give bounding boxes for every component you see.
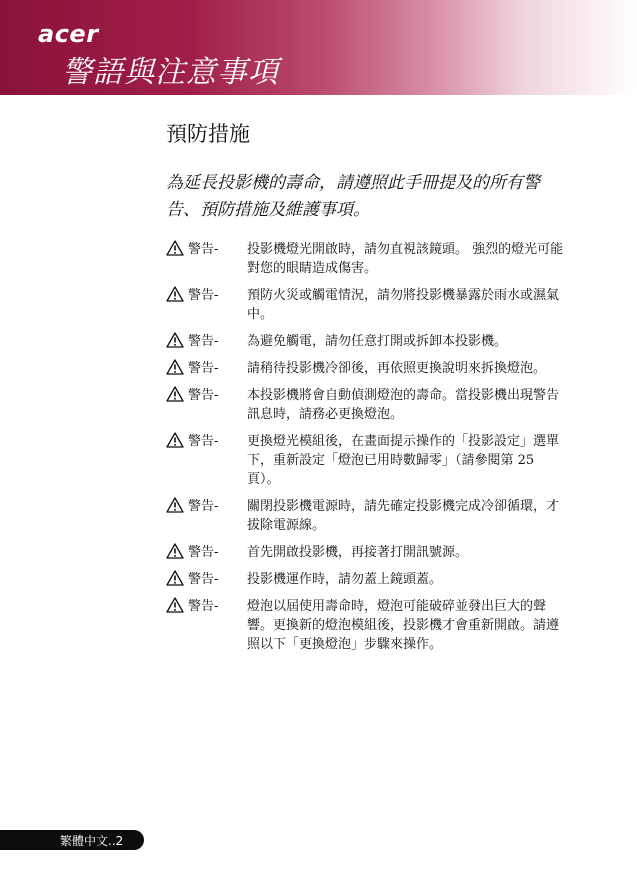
warning-item — [166, 386, 566, 424]
warning-item — [166, 332, 566, 351]
warning-label: 警告- — [188, 545, 219, 560]
warning-triangle-icon — [166, 332, 188, 349]
warning-triangle-icon — [166, 240, 188, 257]
warning-triangle-icon — [166, 543, 188, 560]
warning-label: 警告- — [188, 434, 219, 449]
warning-item — [166, 286, 566, 324]
warning-item — [166, 543, 566, 562]
warning-item — [166, 497, 566, 535]
page-title: 警語與注意事項 — [62, 55, 279, 90]
warning-triangle-icon — [166, 497, 188, 514]
warning-text: 投影機運作時，請勿蓋上鏡頭蓋。 — [247, 572, 443, 587]
warning-triangle-icon — [166, 386, 188, 403]
warning-text: 預防火災或觸電情況，請勿將投影機暴露於雨水或濕氣中。 — [247, 288, 560, 322]
warning-text: 燈泡以屆使用壽命時，燈泡可能破碎並發出巨大的聲響。更換新的燈泡模組後，投影機才會重新開啟。請遵照以下「更換燈泡」步驟來操作。 — [247, 599, 560, 652]
warning-label: 警告- — [188, 388, 219, 403]
warning-triangle-icon — [166, 359, 188, 376]
warning-triangle-icon — [166, 286, 188, 303]
warning-label: 警告- — [188, 334, 219, 349]
warning-label: 警告- — [188, 599, 219, 614]
warning-text: 請稍待投影機冷卻後，再依照更換說明來拆換燈泡。 — [247, 361, 547, 376]
warning-triangle-icon — [166, 597, 188, 614]
warning-label: 警告- — [188, 361, 219, 376]
header-band — [0, 0, 637, 95]
warning-list — [166, 240, 566, 662]
warning-label: 警告- — [188, 242, 219, 257]
brand-logo: acer — [38, 20, 99, 48]
warning-triangle-icon — [166, 570, 188, 587]
footer-page-tab — [0, 830, 144, 850]
warning-item — [166, 240, 566, 278]
warning-item — [166, 432, 566, 489]
warning-item — [166, 597, 566, 654]
warning-label: 警告- — [188, 572, 219, 587]
warning-item — [166, 359, 566, 378]
warning-text: 為避免觸電，請勿任意打開或拆卸本投影機。 — [247, 334, 508, 349]
warning-text: 關閉投影機電源時，請先確定投影機完成冷卻循環，才拔除電源線。 — [247, 499, 560, 533]
warning-item — [166, 570, 566, 589]
warning-text: 更換燈光模組後，在畫面提示操作的「投影設定」選單下，重新設定「燈泡已用時數歸零」（請參閱第 25 頁）。 — [247, 434, 560, 487]
warning-text: 投影機燈光開啟時，請勿直視該鏡頭。 強烈的燈光可能對您的眼睛造成傷害。 — [247, 242, 564, 276]
warning-text: 本投影機將會自動偵測燈泡的壽命。當投影機出現警告訊息時，請務必更換燈泡。 — [247, 388, 560, 422]
warning-text: 首先開啟投影機，再接著打開訊號源。 — [247, 545, 469, 560]
warning-triangle-icon — [166, 432, 188, 449]
page-number-label: 繁體中文..2 — [60, 834, 124, 848]
warning-label: 警告- — [188, 499, 219, 514]
section-title: 預防措施 — [166, 122, 250, 146]
warning-label: 警告- — [188, 288, 219, 303]
intro-paragraph: 為延長投影機的壽命，請遵照此手冊提及的所有警告、預防措施及維護事項。 — [166, 173, 540, 220]
